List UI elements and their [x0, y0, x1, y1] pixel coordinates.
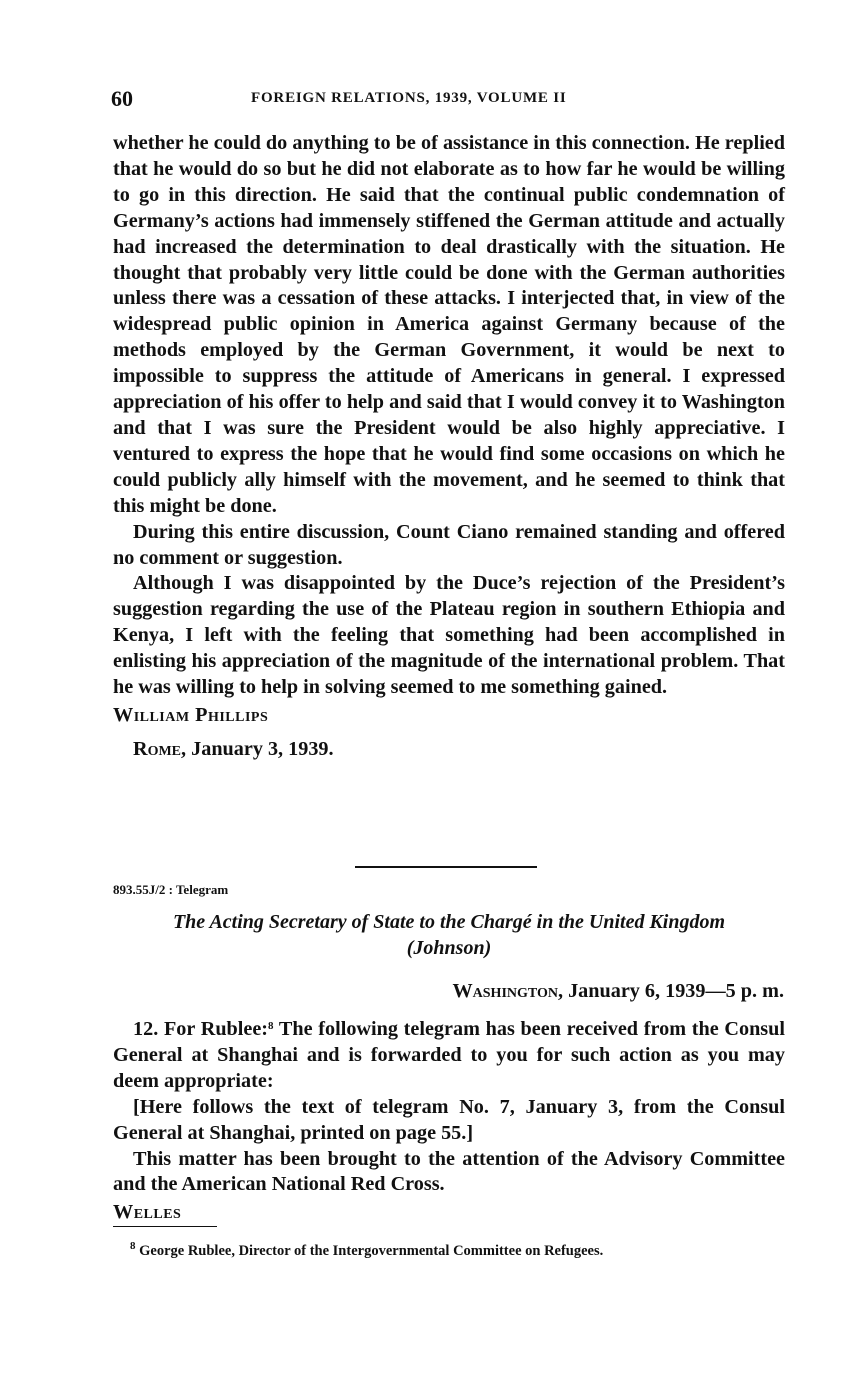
letter-body [113, 131, 785, 763]
place-date-line [113, 737, 785, 763]
footnote-marker: 8 [130, 1240, 136, 1252]
document-title-line: The Acting Secretary of State to the Chargé in the United Kingdom [172, 911, 726, 933]
paragraph [113, 1014, 785, 1095]
paragraph-rest: The following telegram has been received from the Consul General at Shanghai and is forwarded to you for such action as you may deem appropriate: [113, 1018, 785, 1092]
signature-phillips: William Phillips [113, 703, 269, 726]
running-header [111, 86, 784, 116]
dateline [452, 980, 784, 1003]
document-title [113, 909, 785, 961]
footnote-rule [113, 1226, 217, 1227]
telegram-body [113, 1014, 785, 1226]
paragraph: [Here follows the text of telegram No. 7, January 3, from the Consul General at Shanghai, printed on page 55.] [113, 1095, 785, 1144]
section-divider [355, 866, 537, 868]
paragraph: This matter has been brought to the attention of the Advisory Committee and the American National Red Cross. [113, 1147, 785, 1196]
dateline-place: Washington [452, 980, 558, 1002]
paragraph: Although I was disappointed by the Duce’s rejection of the President’s suggestion regarding the use of the Plateau region in southern Ethiopia and Kenya, I left with the feeling that something had been accomplished in enlisting his appreciation of the magnitude of the international problem. That he was willing to help in solving seemed to me something gained. [113, 572, 785, 699]
dateline-date: , January 6, 1939—5 p. m. [557, 980, 784, 1002]
place-name: Rome [133, 737, 182, 760]
paragraph: During this entire discussion, Count Ciano remained standing and offered no comment or suggestion. [113, 520, 785, 569]
paragraph: whether he could do anything to be of assistance in this connection. He replied that he would do so but he did not elaborate as to how far he would be willing to go in this direction. He said that the continual public condemnation of Germany’s actions had immensely stiffened the German attitude and actually had increased the determination to deal drastically with the situation. He thought that probably very little could be done with the German authorities unless there was a cessation of these attacks. I interjected that, in view of the widespread public opinion in America against Germany because of the methods employed by the German Government, it would be next to impossible to suppress the attitude of Americans in general. I expressed appreciation of his offer to help and said that I would convey it to Washington and that I was sure the President would be also highly appreciative. I ventured to express the hope that he would find some occasions on which he could publicly ally himself with the movement, and he seemed to think that this might be done. [113, 132, 785, 517]
signature-welles: Welles [113, 1201, 182, 1224]
file-number: 893.55J/2 : Telegram [113, 882, 229, 897]
paragraph-lead: 12. For Rublee: [133, 1018, 269, 1040]
footnote-text: George Rublee, Director of the Intergovernmental Committee on Refugees. [135, 1243, 604, 1259]
date-text: , January 3, 1939. [181, 737, 334, 760]
footnote [130, 1240, 603, 1260]
document-title-line: (Johnson) [406, 937, 492, 959]
running-title: FOREIGN RELATIONS, 1939, VOLUME II [251, 90, 567, 106]
footnote-reference: 8 [268, 1020, 274, 1032]
page-number: 60 [111, 86, 133, 111]
